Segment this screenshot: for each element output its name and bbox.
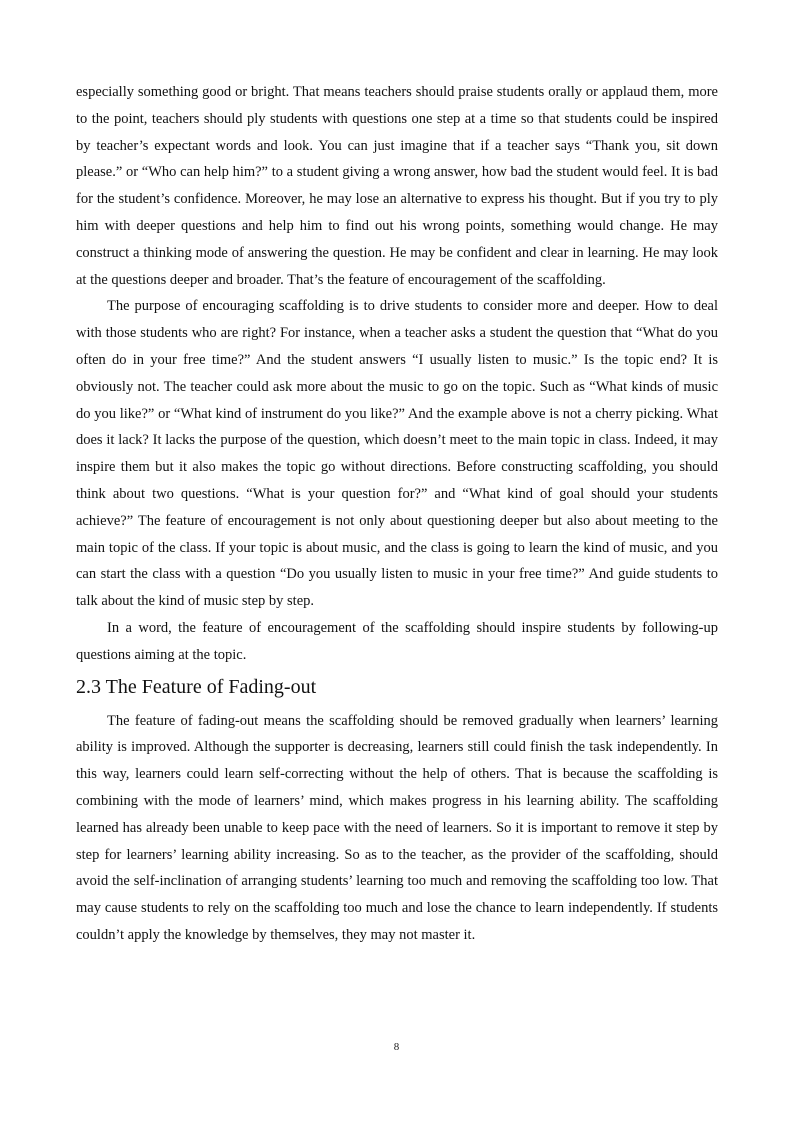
- page-number: 8: [393, 1041, 400, 1053]
- paragraph-fading-out: The feature of fading-out means the scaffolding should be removed gradually when learners’ learning ability is improved. Although the supporter is decreasing, learners still could finish the task independently. In this way, learners could learn self-correcting without the help of others. That is because the scaffolding is combining with the mode of learners’ mind, which makes progress in his learning ability. The scaffolding learned has already been unable to keep pace with the need of learners. So it is important to remove it step by step for learners’ learning ability increasing. So as to the teacher, as the provider of the scaffolding, should avoid the self-inclination of arranging students’ learning too much and removing the scaffolding too low. That may cause students to rely on the scaffolding too much and lose the chance to learn independently. If students couldn’t apply the knowledge by themselves, they may not master it.: [76, 712, 718, 943]
- paragraph-summary: In a word, the feature of encouragement of the scaffolding should inspire students by following-up questions aiming at the topic.: [76, 619, 718, 663]
- page-body: [76, 79, 718, 949]
- paragraph-encouraging-purpose: The purpose of encouraging scaffolding is to drive students to consider more and deeper. How to deal with those students who are right? For instance, when a teacher asks a student the question that “What do you often do in your free time?” And the student answers “I usually listen to music.” Is the topic end? It is obviously not. The teacher could ask more about the music to go on the topic. Such as “What kinds of music do you like?” or “What kind of instrument do you like?” And the example above is not a cherry picking. What does it lack? It lacks the purpose of the question, which doesn’t meet to the main topic in class. Indeed, it may inspire them but it also makes the topic go without directions. Before constructing scaffolding, you should think about two questions. “What is your question for?” and “What kind of goal should your students achieve?” The feature of encouragement is not only about questioning deeper but also about meeting to the main topic of the class. If your topic is about music, and the class is going to learn the kind of music, and you can start the class with a question “Do you usually listen to music in your free time?” And guide students to talk about the kind of music step by step.: [76, 298, 718, 610]
- paragraph-continued: especially something good or bright. That means teachers should praise students orally or applaud them, more to the point, teachers should ply students with questions one step at a time so that students could be inspired by teacher’s expectant words and look. You can just imagine that if a teacher says “Thank you, sit down please.” or “Who can help him?” to a student giving a wrong answer, how bad the student would feel. It is bad for the student’s confidence. Moreover, he may lose an alternative to express his thought. But if you try to ply him with deeper questions and help him to find out his wrong points, something would change. He may construct a thinking mode of answering the question. He may be confident and clear in learning. He may look at the questions deeper and broader. That’s the feature of encouragement of the scaffolding.: [76, 84, 718, 288]
- section-heading: 2.3 The Feature of Fading-out: [76, 675, 317, 698]
